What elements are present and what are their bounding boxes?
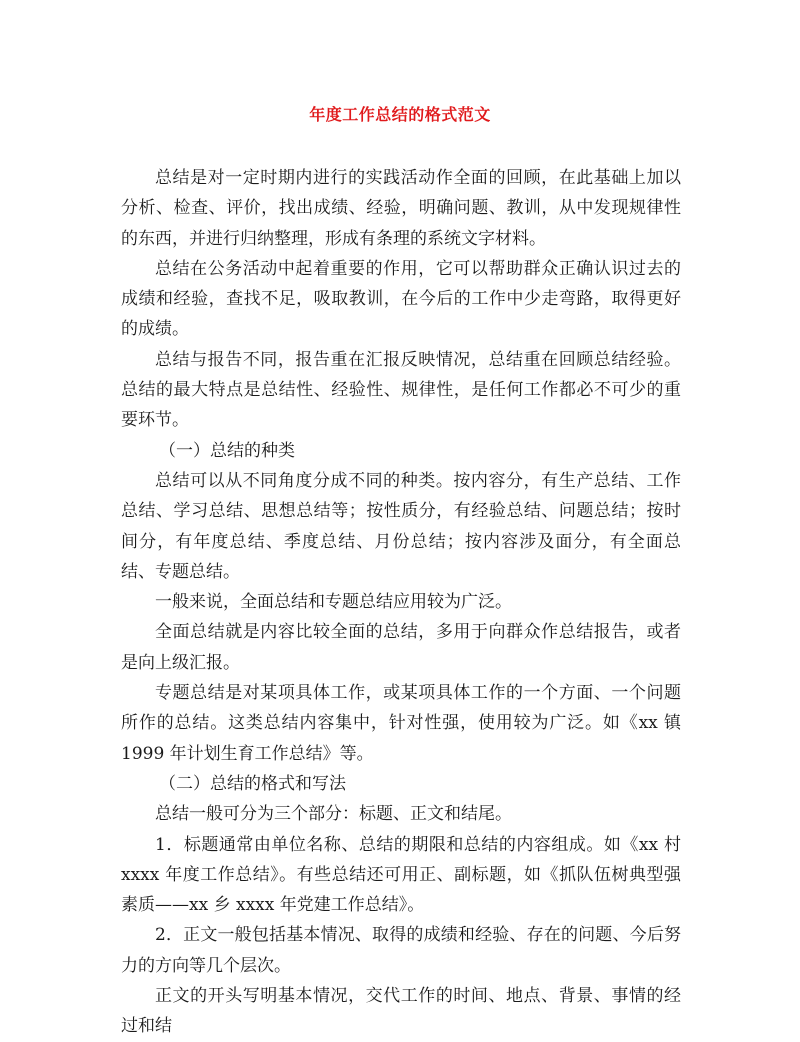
section-heading: （二）总结的格式和写法 — [159, 773, 346, 794]
paragraph: 总结一般可分为三个部分：标题、正文和结尾。 — [155, 804, 512, 825]
paragraph: 2．正文一般包括基本情况、取得的成绩和经验、存在的问题、今后努力的方向等几个层次。 — [121, 925, 681, 976]
paragraph: 1．标题通常由单位名称、总结的期限和总结的内容组成。如《xx 村 xxxx 年度工作总结》。有些总结还可用正、副标题，如《抓队伍树典型强素质——xx 乡 xxxx 年党建工作总结》。 — [121, 834, 681, 916]
document-title: 年度工作总结的格式范文 — [309, 105, 491, 124]
paragraph: 总结是对一定时期内进行的实践活动作全面的回顾，在此基础上加以分析、检查、评价，找出成绩、经验，明确问题、教训，从中发现规律性的东西，并进行归纳整理，形成有条理的系统文字材料。 — [121, 168, 681, 249]
paragraph: 全面总结就是内容比较全面的总结，多用于向群众作总结报告，或者是向上级汇报。 — [121, 622, 681, 673]
section-heading: （一）总结的种类 — [159, 440, 295, 461]
document-body — [121, 163, 681, 1042]
paragraph: 专题总结是对某项具体工作，或某项具体工作的一个方面、一个问题所作的总结。这类总结内容集中，针对性强，使用较为广泛。如《xx 镇 1999 年计划生育工作总结》等。 — [121, 683, 681, 764]
paragraph: 总结在公务活动中起着重要的作用，它可以帮助群众正确认识过去的成绩和经验，查找不足，吸取教训，在今后的工作中少走弯路，取得更好的成绩。 — [121, 258, 681, 340]
paragraph: 总结可以从不同角度分成不同的种类。按内容分，有生产总结、工作总结、学习总结、思想总结等；按性质分，有经验总结、问题总结；按时间分，有年度总结、季度总结、月份总结；按内容涉及面分，有全面总结、专题总结。 — [121, 470, 681, 582]
paragraph: 总结与报告不同，报告重在汇报反映情况，总结重在回顾总结经验。总结的最大特点是总结性、经验性、规律性，是任何工作都必不可少的重要环节。 — [121, 349, 681, 431]
paragraph: 一般来说，全面总结和专题总结应用较为广泛。 — [155, 592, 512, 613]
paragraph: 正文的开头写明基本情况，交代工作的时间、地点、背景、事情的经过和结 — [121, 986, 681, 1037]
